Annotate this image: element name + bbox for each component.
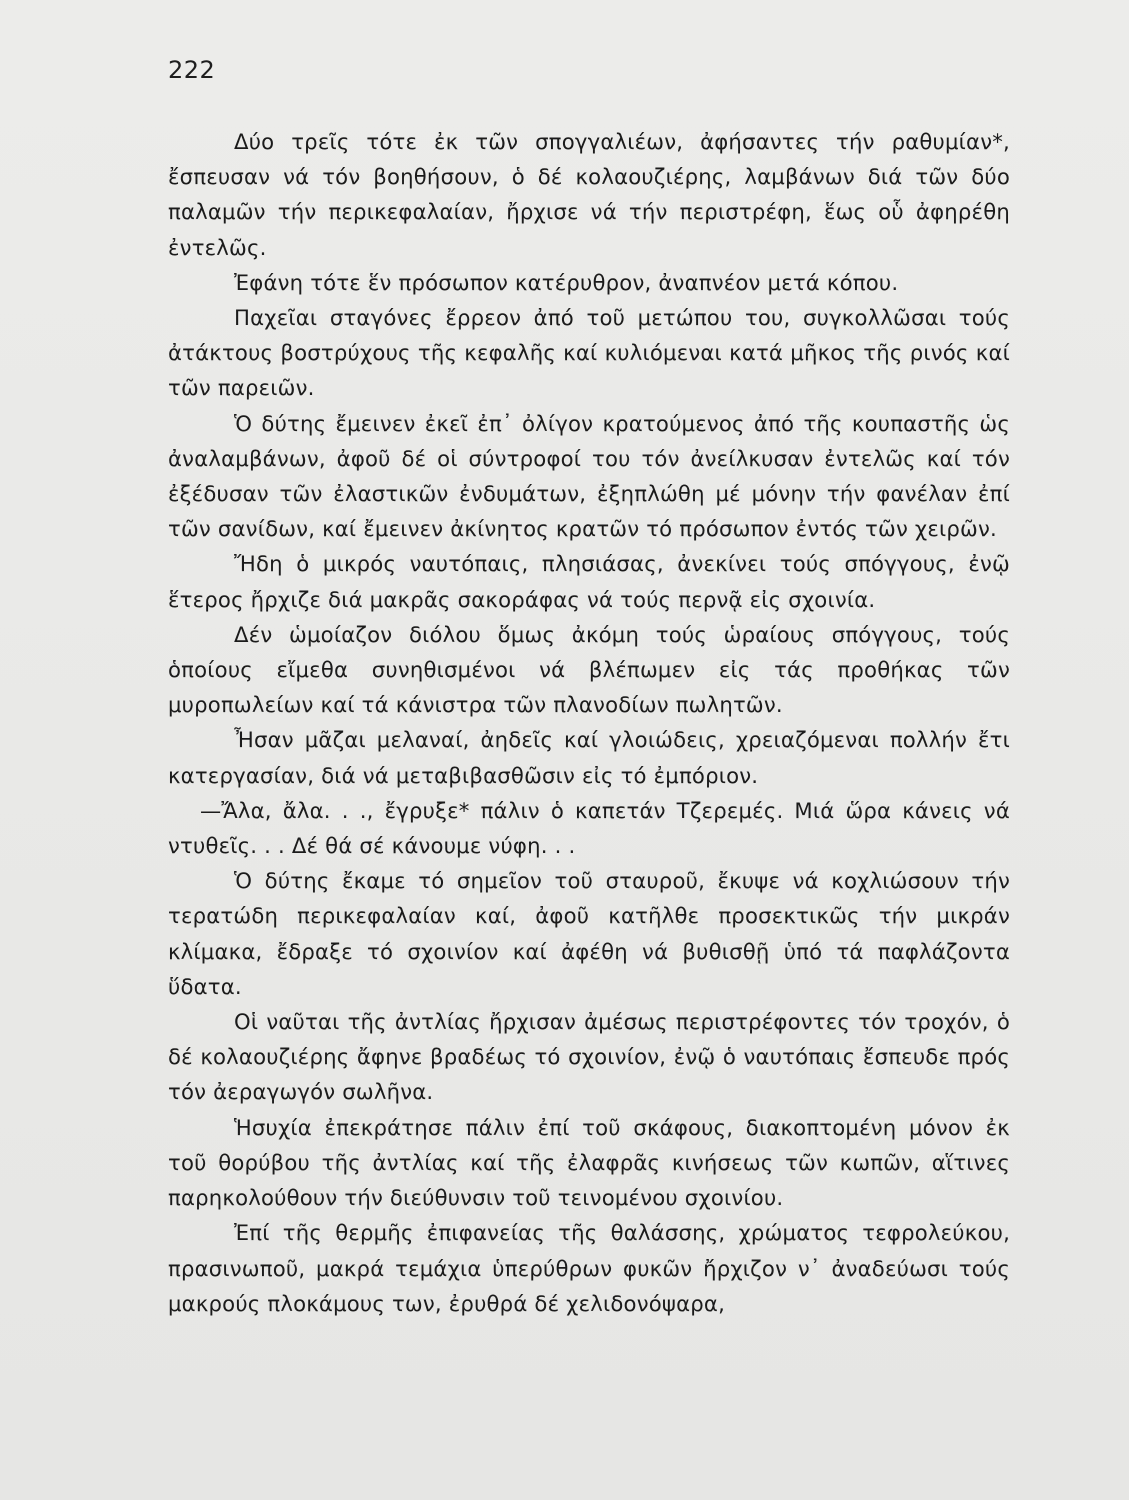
paragraph: Ὁ δύτης ἔμεινεν ἐκεῖ ἐπ᾽ ὀλίγον κρατούμενος ἀπό τῆς κουπαστῆς ὡς ἀναλαμβάνων, ἀφοῦ δέ οἱ σύντροφοί του τόν ἀνείλκυσαν ἐντελῶς καί τόν ἐξέδυσαν τῶν ἐλαστικῶν ἐνδυμάτων, ἐξηπλώθη μέ μόνην τήν φανέλαν ἐπί τῶν σανίδων, καί ἔμεινεν ἀκίνητος κρατῶν τό πρόσωπον ἐντός τῶν χειρῶν. xyxy=(168,410,1010,542)
paragraph: Ἤδη ὁ μικρός ναυτόπαις, πλησιάσας, ἀνεκίνει τούς σπόγγους, ἐνῷ ἕτερος ἤρχιζε διά μακρᾶς σακοράφας νά τούς περνᾷ εἰς σχοινία. xyxy=(168,551,1010,612)
paragraph: Ἐφάνη τότε ἕν πρόσωπον κατέρυθρον, ἀναπνέον μετά κόπου. xyxy=(234,269,899,295)
body-text xyxy=(168,124,1010,1321)
paragraph: Ἐπί τῆς θερμῆς ἐπιφανείας τῆς θαλάσσης, χρώματος τεφρολεύκου, πρασινωποῦ, μακρά τεμάχια ὑπερύθρων φυκῶν ἤρχιζον ν᾽ ἀναδεύωσι τούς μακρούς πλοκάμους των, ἐρυθρά δέ χελιδονόψαρα, xyxy=(168,1220,1010,1316)
paragraph: Δέν ὡμοίαζον διόλου ὅμως ἀκόμη τούς ὡραίους σπόγγους, τούς ὁποίους εἴμεθα συνηθισμένοι νά βλέπωμεν εἰς τάς προθήκας τῶν μυροπωλείων καί τά κάνιστρα τῶν πλανοδίων πωλητῶν. xyxy=(168,621,1010,718)
page-number: 222 xyxy=(168,56,216,84)
paragraph: Δύο τρεῖς τότε ἐκ τῶν σπογγαλιέων, ἀφήσαντες τήν ραθυμίαν*, ἔσπευσαν νά τόν βοηθήσουν, ὁ δέ κολαουζιέρης, λαμβάνων διά τῶν δύο παλαμῶν τήν περικεφαλαίαν, ἤρχισε νά τήν περιστρέφη, ἕως οὗ ἀφηρέθη ἐντελῶς. xyxy=(168,129,1010,260)
paragraph: Οἱ ναῦται τῆς ἀντλίας ἤρχισαν ἀμέσως περιστρέφοντες τόν τροχόν, ὁ δέ κολαουζιέρης ἄφηνε βραδέως τό σχοινίον, ἐνῷ ὁ ναυτόπαις ἔσπευδε πρός τόν ἀεραγωγόν σωλῆνα. xyxy=(168,1009,1010,1105)
paragraph: Παχεῖαι σταγόνες ἔρρεον ἀπό τοῦ μετώπου του, συγκολλῶσαι τούς ἀτάκτους βοστρύχους τῆς κεφαλῆς καί κυλιόμεναι κατά μῆκος τῆς ρινός καί τῶν παρειῶν. xyxy=(168,305,1010,401)
paragraph: Ἡσυχία ἐπεκράτησε πάλιν ἐπί τοῦ σκάφους, διακοπτομένη μόνον ἐκ τοῦ θορύβου τῆς ἀντλίας καί τῆς ἐλαφρᾶς κινήσεως τῶν κωπῶν, αἵτινες παρηκολούθουν τήν διεύθυνσιν τοῦ τεινομένου σχοινίου. xyxy=(168,1114,1010,1211)
dialogue-paragraph: —Ἄλα, ἄλα. . ., ἔγρυξε* πάλιν ὁ καπετάν Τζερεμές. Μιά ὥρα κάνεις νά ντυθεῖς. . . Δέ θά σέ κάνουμε νύφη. . . xyxy=(168,797,1010,859)
paragraph: Ἦσαν μᾶζαι μελαναί, ἀηδεῖς καί γλοιώδεις, χρειαζόμεναι πολλήν ἔτι κατεργασίαν, διά νά μεταβιβασθῶσιν εἰς τό ἐμπόριον. xyxy=(168,727,1010,788)
paragraph: Ὁ δύτης ἔκαμε τό σημεῖον τοῦ σταυροῦ, ἔκυψε νά κοχλιώσουν τήν τερατώδη περικεφαλαίαν καί, ἀφοῦ κατῆλθε προσεκτικῶς τήν μικράν κλίμακα, ἔδραξε τό σχοινίον καί ἀφέθη νά βυθισθῇ ὑπό τά παφλάζοντα ὕδατα. xyxy=(168,868,1010,999)
